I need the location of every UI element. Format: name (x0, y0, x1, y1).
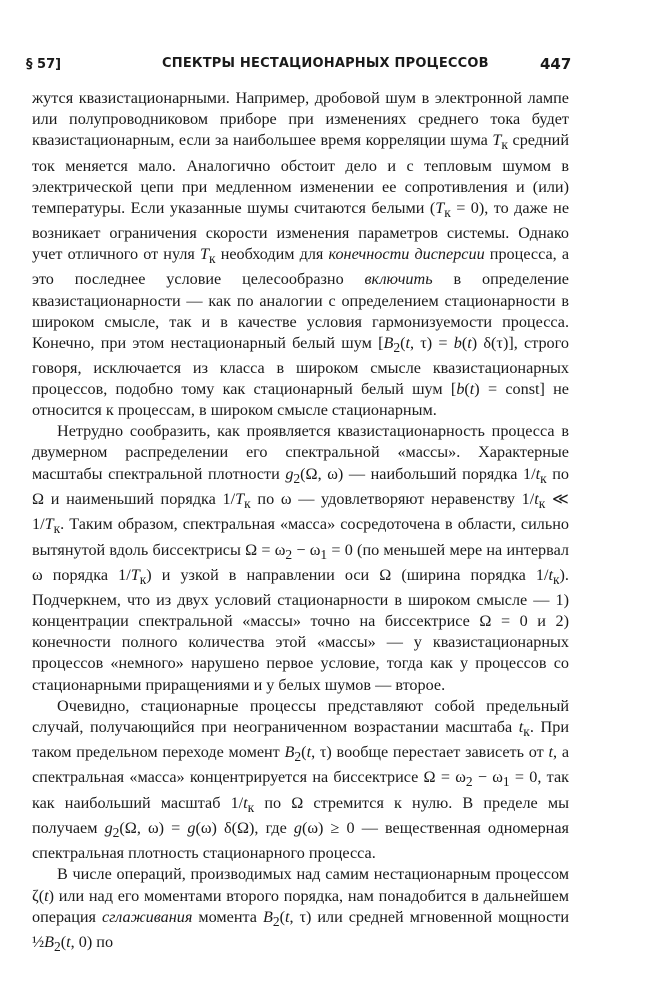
paragraph-4: В числе операций, производимых над самим нестационарным процессом ζ(t) или над его моментами второго порядка, нам понадобится в дальнейшем операция сглаживания момента $B_2(t$, τ) или средней мгновенной мощности $\frac{1}{2}B_2(t$, 0) по (32, 865, 569, 955)
paragraph-2: Нетрудно сообразить, как проявляется квазистационарность процесса в двумерном распределении его спектральной «массы». Характерные масштабы спектральной плотности $g_2(\Omega$, ω) — наибольший порядка $1/t_к$ по Ω и наименьший порядка $1/T_к$ по ω — удовлетворяют неравенству $1/t_к$ ≪ $1/T_к$. Таким образом, спектральная «масса» сосредоточена в области, сильно вытянутой вдоль биссектрисы $\Omega = \omega_2 - \omega_1 = 0$ (по меньшей мере на интервал ω порядка $1/T_к$) и узкой в направлении оси Ω (ширина порядка $1/t_к$). Подчеркнем, что из двух условий стационарности в широком смысле — 1) концентрации спектральной «массы» точно на биссектрисе Ω = 0 и 2) конечности полного количества этой «массы» — у квазистационарных процессов «немного» нарушено первое условие, тогда как у процессов со стационарными приращениями и у белых шумов — второе. (32, 422, 569, 694)
section-number: § 57] (26, 57, 62, 72)
running-header (0, 52, 669, 78)
body-text (32, 88, 569, 957)
paragraph-1: жутся квазистационарными. Например, дробовой шум в электронной лампе или полупроводниковом приборе при изменениях среднего тока будет квазистационарным, если за наибольшее время корреляции шума $T_к$ средний ток меняется мало. Аналогично обстоит дело и с тепловым шумом в электрической цепи при медленном изменении ее сопротивления и (или) температуры. Если указанные шумы считаются белыми $(T_к = 0)$, то даже не возникает ограничения скорости изменения параметров системы. Однако учет отличного от нуля $T_к$ необходим для конечности дисперсии процесса, а это последнее условие целесообразно включить в определение квазистационарности — как по аналогии с определением стационарности в широком смысле, так и в качестве условия гармонизуемости процесса. Конечно, при этом нестационарный белый шум [$B_2(t$, τ) = b(t) δ(τ)], строго говоря, исключается из класса в широком смысле квазистационарных процессов, подобно тому как стационарный белый шум [b(t) = const] не относится к процессам, в широком смысле стационарным. (32, 89, 569, 420)
page-number: 447 (540, 55, 572, 73)
paragraph-3: Очевидно, стационарные процессы представляют собой предельный случай, получающийся при неограниченном возрастании масштаба $t_к$. При таком предельном переходе момент $B_2(t$, τ) вообще перестает зависеть от t, а спектральная «масса» концентрируется на биссектрисе $\Omega = \omega_2 - \omega_1 = 0$, так как наибольший масштаб $1/t_к$ по Ω стремится к нулю. В пределе мы получаем $g_2(\Omega$, ω) = g(ω) δ(Ω), где g(ω) ≥ 0 — вещественная одномерная спектральная плотность стационарного процесса. (32, 696, 569, 863)
chapter-title: СПЕКТРЫ НЕСТАЦИОНАРНЫХ ПРОЦЕССОВ (162, 56, 489, 71)
